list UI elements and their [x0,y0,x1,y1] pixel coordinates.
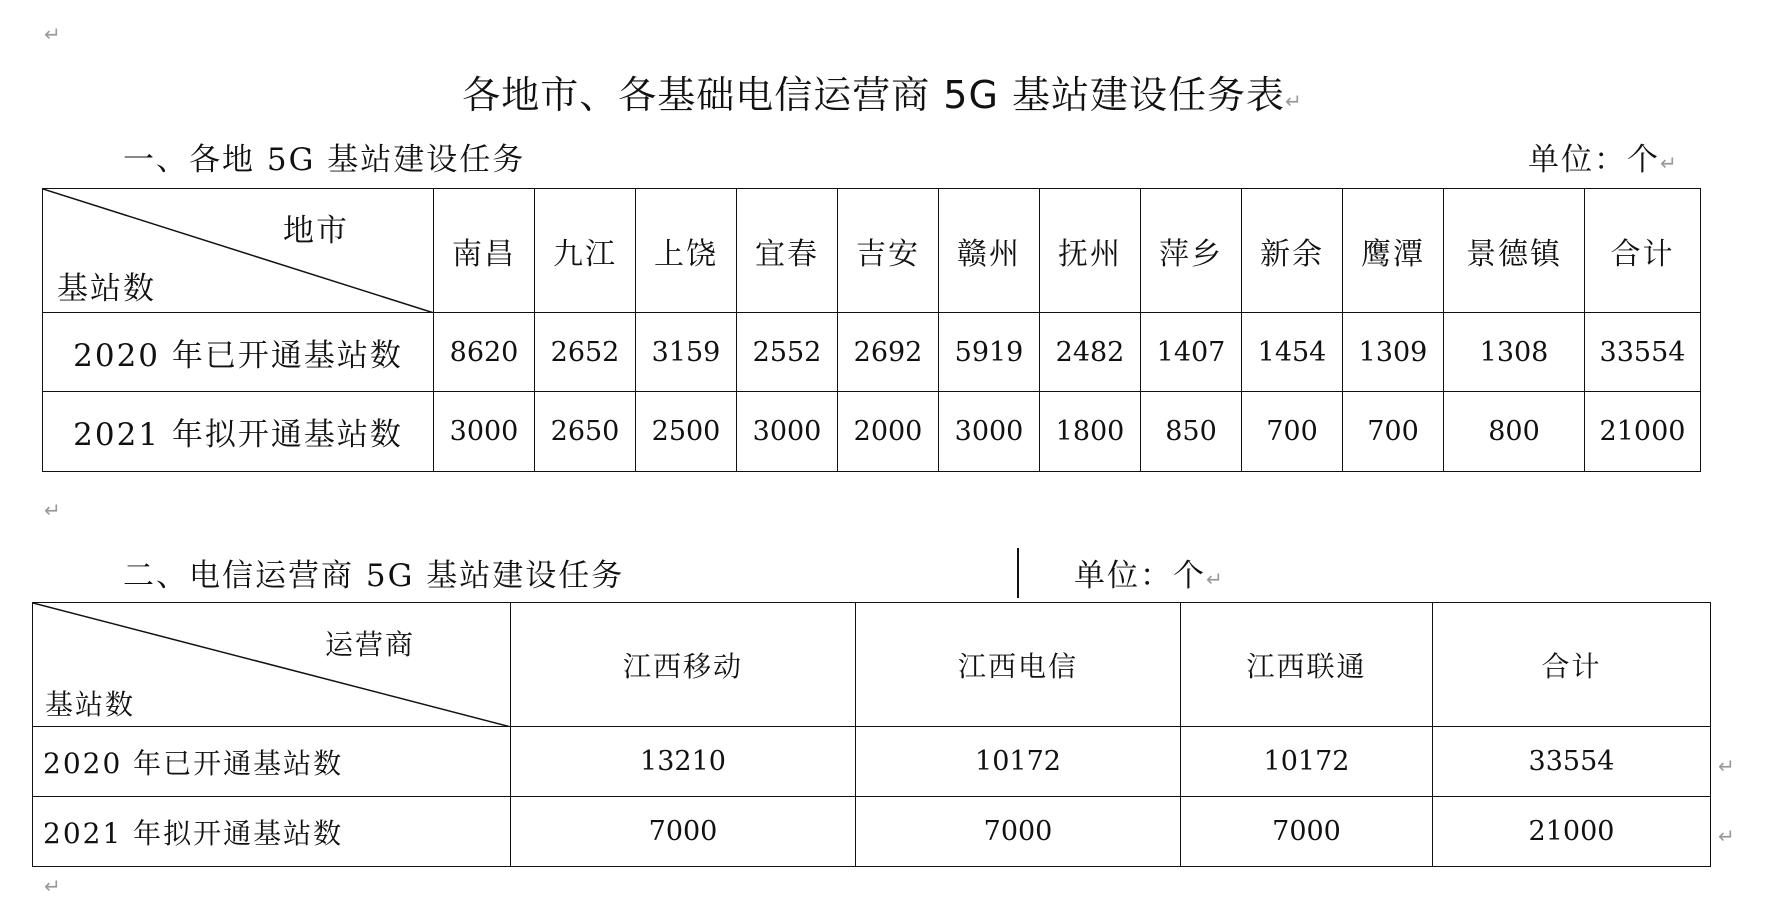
corner-top-label: 运营商 [325,628,416,661]
table-cell: 21000 [1433,797,1711,867]
corner-bottom-label: 基站数 [57,271,156,307]
table-cell: 7000 [511,797,856,867]
column-header: 赣州 [939,189,1040,313]
table-cell: 700 [1343,392,1444,472]
column-header: 江西电信 [856,603,1181,727]
table-cell: 3159 [636,313,737,392]
table-cell: 800 [1444,392,1585,472]
paragraph-mark: ↵ [1718,824,1735,848]
column-header: 景德镇 [1444,189,1585,313]
paragraph-mark: ↵ [1718,754,1735,778]
table-cell: 1308 [1444,313,1585,392]
table-cell: 850 [1141,392,1242,472]
table-header-row [33,603,1711,727]
table-cell: 5919 [939,313,1040,392]
table-row [33,727,1711,797]
corner-top-label: 地市 [283,213,349,249]
table-cell: 3000 [939,392,1040,472]
corner-cell [43,189,434,313]
column-header: 抚州 [1040,189,1141,313]
table-cell: 3000 [434,392,535,472]
paragraph-mark: ↵ [44,498,61,522]
city-table [42,188,1701,472]
table-cell: 1407 [1141,313,1242,392]
text-cursor [1017,548,1019,598]
column-header: 鹰潭 [1343,189,1444,313]
row-label: 2020 年已开通基站数 [43,313,434,392]
table-cell: 13210 [511,727,856,797]
table-row [33,797,1711,867]
corner-bottom-label: 基站数 [45,688,136,721]
table-cell: 2650 [535,392,636,472]
column-header: 新余 [1242,189,1343,313]
table-cell: 8620 [434,313,535,392]
column-header: 江西联通 [1181,603,1433,727]
section1-heading: 一、各地 5G 基站建设任务 [123,142,526,178]
column-header: 九江 [535,189,636,313]
column-header: 吉安 [838,189,939,313]
table-row [43,313,1701,392]
table-cell: 7000 [856,797,1181,867]
column-header: 江西移动 [511,603,856,727]
table-cell: 2000 [838,392,939,472]
table-cell: 2482 [1040,313,1141,392]
table-cell: 10172 [1181,727,1433,797]
column-header: 合计 [1585,189,1701,313]
table-header-row [43,189,1701,313]
operator-table [32,602,1711,867]
table-cell: 7000 [1181,797,1433,867]
table-cell: 2500 [636,392,737,472]
table-cell: 33554 [1433,727,1711,797]
section1-unit: 单位：个↵ [1528,142,1679,178]
column-header: 南昌 [434,189,535,313]
table-cell: 10172 [856,727,1181,797]
table-cell: 2692 [838,313,939,392]
column-header: 上饶 [636,189,737,313]
page-title: 各地市、各基础电信运营商 5G 基站建设任务表↵ [462,73,1303,117]
table-cell: 33554 [1585,313,1701,392]
table-cell: 2652 [535,313,636,392]
paragraph-mark: ↵ [44,22,61,46]
row-label: 2020 年已开通基站数 [33,727,511,797]
column-header: 萍乡 [1141,189,1242,313]
table-cell: 1800 [1040,392,1141,472]
table-cell: 1309 [1343,313,1444,392]
row-label: 2021 年拟开通基站数 [43,392,434,472]
paragraph-mark: ↵ [44,874,61,898]
table-cell: 700 [1242,392,1343,472]
table-row [43,392,1701,472]
table-cell: 21000 [1585,392,1701,472]
table-cell: 2552 [737,313,838,392]
table-cell: 1454 [1242,313,1343,392]
section2-heading: 二、电信运营商 5G 基站建设任务 [123,558,625,594]
corner-cell [33,603,511,727]
column-header: 合计 [1433,603,1711,727]
row-label: 2021 年拟开通基站数 [33,797,511,867]
column-header: 宜春 [737,189,838,313]
table-cell: 3000 [737,392,838,472]
section2-unit: 单位：个↵ [1074,558,1225,594]
